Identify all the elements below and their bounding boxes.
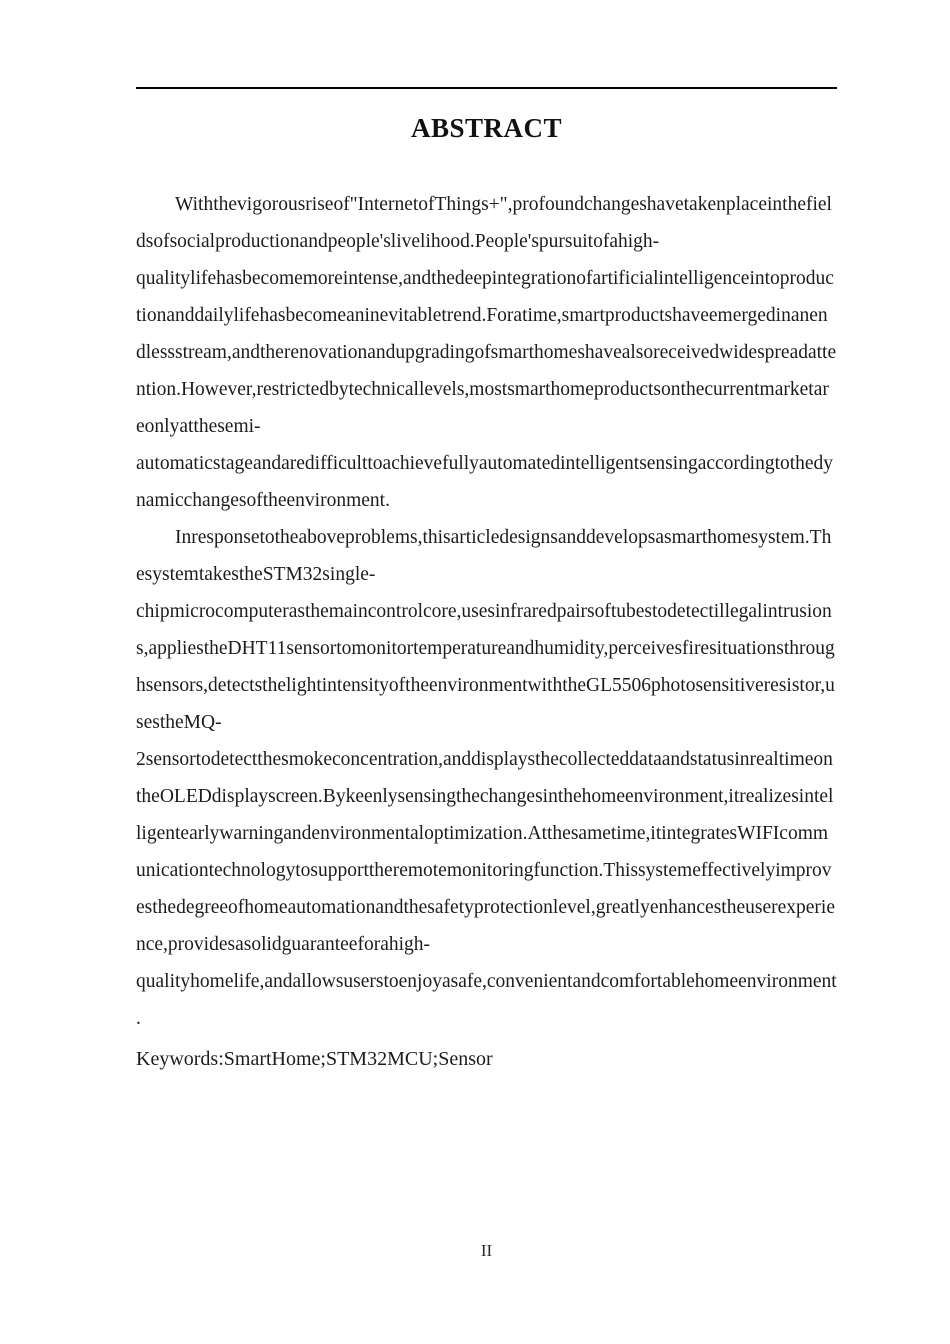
page-title: ABSTRACT xyxy=(410,113,563,143)
abstract-body xyxy=(136,186,837,1037)
page-footer xyxy=(136,1241,837,1261)
header-divider-rule xyxy=(136,87,837,89)
keywords-line: Keywords:SmartHome;STM32MCU;Sensor xyxy=(136,1048,493,1070)
abstract-paragraph-1: Withthevigorousriseof"InternetofThings+",profoundchangeshavetakenplaceinthefieldsofsocialproductionandpeople'slivelihood.People'spursuitofahigh-qualitylifehasbecomemoreintense,andthedeepintegrationofartificialintelligenceintoproductionanddailylifehasbecomeaninevitabletrend.Foratime,smartproductshaveemergedinanendlessstream,andtherenovationandupgradingofsmarthomeshavealsoreceivedwidespreadattention.However,restrictedbytechnicallevels,mostsmarthomeproductsonthecurrentmarketareonlyatthesemi-automaticstageandaredifficulttoachievefullyautomatedintelligentsensingaccordingtothedynamicchangesoftheenvironment. xyxy=(136,194,837,511)
page-number: II xyxy=(480,1241,493,1260)
abstract-paragraph-2: Inresponsetotheaboveproblems,thisarticledesignsanddevelopsasmarthomesystem.ThesystemtakestheSTM32single-chipmicrocomputerasthemaincontrolcore,usesinfraredpairsoftubestodetectillegalintrusions,appliestheDHT11sensortomonitortemperatureandhumidity,perceivesfiresituationsthroughsensors,detectsthelightintensityoftheenvironmentwiththeGL5506photosensitiveresistor,usestheMQ-2sensortodetectthesmokeconcentration,anddisplaysthecollecteddataandstatusinrealtimeontheOLEDdisplayscreen.Bykeenlysensingthechangesinthehomeenvironment,itrealizesintelligentearlywarningandenvironmentaloptimization.Atthesametime,itintegratesWIFIcommunicationtechnologytosupporttheremotemonitoringfunction.Thissystemeffectivelyimprovesthedegreeofhomeautomationandthesafetyprotectionlevel,greatlyenhancestheuserexperience,providesasolidguaranteeforahigh-qualityhomelife,andallowsuserstoenjoyasafe,convenientandcomfortablehomeenvironment. xyxy=(136,527,837,1029)
